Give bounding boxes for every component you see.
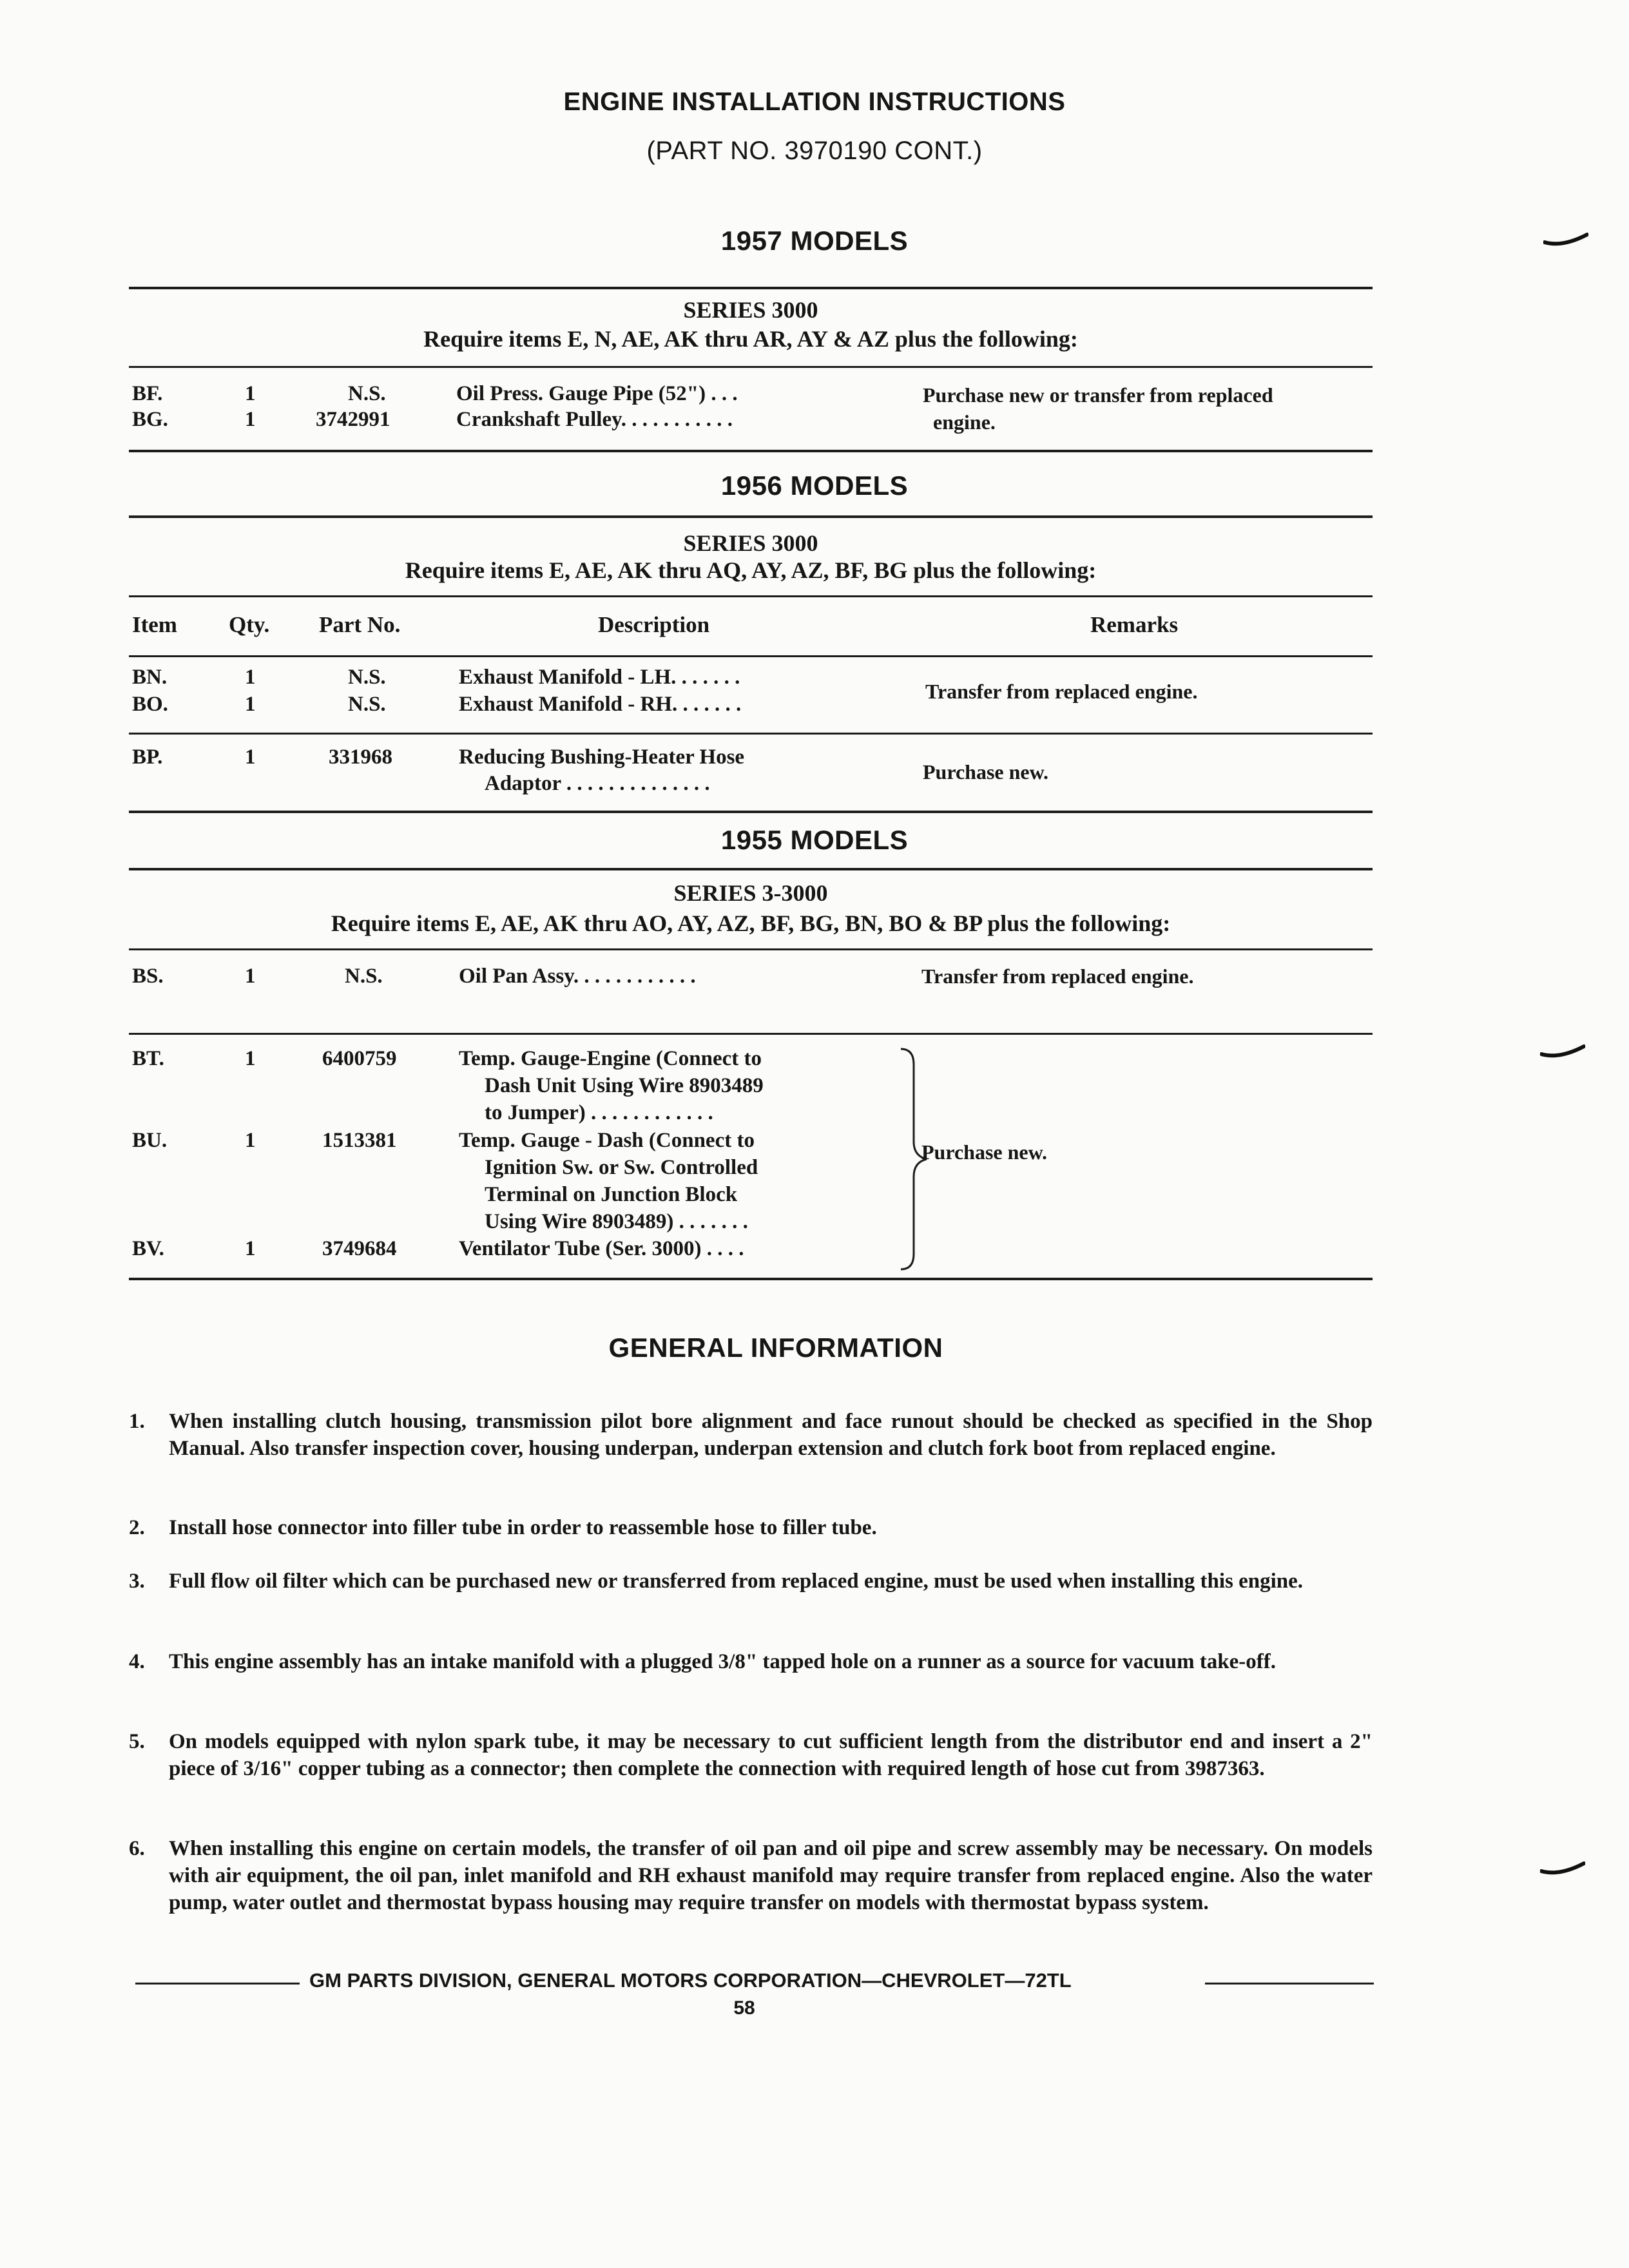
item-code: BS. [132, 965, 164, 988]
binding-mark-icon [1543, 232, 1588, 247]
list-item-number: 6. [129, 1837, 145, 1860]
require-text-1957: Require items E, N, AE, AK thru AR, AY & AZ plus the following: [423, 326, 1078, 352]
description: Ventilator Tube (Ser. 3000) . . . . [459, 1237, 744, 1260]
description: Ignition Sw. or Sw. Controlled [485, 1156, 758, 1179]
footer-text: GM PARTS DIVISION, GENERAL MOTORS CORPORATION—CHEVROLET—72TL [309, 1969, 1072, 1992]
divider [129, 811, 1373, 813]
series-label-1956: SERIES 3000 [683, 530, 818, 556]
list-item [129, 1514, 1373, 1543]
description: Temp. Gauge - Dash (Connect to [459, 1129, 755, 1152]
column-header-item: Item [132, 612, 177, 637]
divider [129, 868, 1373, 870]
part-number: 331968 [329, 745, 392, 769]
series-label-1957: SERIES 3000 [683, 297, 818, 323]
part-number: N.S. [348, 382, 386, 405]
part-number: 1513381 [322, 1129, 397, 1152]
divider [129, 1278, 1373, 1280]
list-item-number: 2. [129, 1516, 145, 1539]
list-item-text: On models equipped with nylon spark tube, it may be necessary to cut sufficient length from the distributor end and insert a 2" piece of 3/16" copper tubing as a connector; then complete the connection with required length of hose cut from 3987363. [169, 1730, 1373, 1780]
section-heading-1955: 1955 MODELS [720, 825, 909, 855]
divider [129, 515, 1373, 518]
part-number: N.S. [348, 666, 386, 689]
list-item-number: 4. [129, 1650, 145, 1673]
divider [129, 366, 1373, 368]
quantity: 1 [245, 382, 256, 405]
page-title: ENGINE INSTALLATION INSTRUCTIONS [563, 88, 1066, 116]
list-item-text: This engine assembly has an intake manifold with a plugged 3/8" tapped hole on a runner as a source for vacuum take-off. [169, 1650, 1277, 1673]
description: Using Wire 8903489) . . . . . . . [485, 1210, 748, 1233]
list-item [129, 1568, 1373, 1626]
quantity: 1 [245, 1129, 256, 1152]
column-header-part: Part No. [319, 612, 401, 637]
divider [129, 948, 1373, 950]
quantity: 1 [245, 666, 256, 689]
part-number: 3749684 [322, 1237, 397, 1260]
quantity: 1 [245, 1237, 256, 1260]
series-label-1955: SERIES 3-3000 [673, 880, 828, 906]
description: Exhaust Manifold - LH. . . . . . . [459, 666, 740, 689]
page-number: 58 [733, 1997, 755, 2019]
remarks: Transfer from replaced engine. [925, 680, 1198, 703]
part-number: N.S. [345, 965, 383, 988]
require-text-1956: Require items E, AE, AK thru AQ, AY, AZ, BF, BG plus the following: [405, 557, 1097, 583]
item-code: BT. [132, 1047, 164, 1070]
footer-rule-right [1205, 1983, 1374, 1984]
section-heading-1957: 1957 MODELS [720, 226, 909, 256]
description: Temp. Gauge-Engine (Connect to [459, 1047, 762, 1070]
section-heading-1956: 1956 MODELS [720, 470, 909, 501]
part-number: 3742991 [316, 408, 390, 431]
divider [129, 287, 1373, 289]
item-code: BN. [132, 666, 168, 689]
binding-mark-icon [1540, 1861, 1585, 1876]
page-subtitle: (PART NO. 3970190 CONT.) [646, 137, 983, 165]
list-item-number: 5. [129, 1730, 145, 1753]
description: Oil Press. Gauge Pipe (52") . . . [456, 382, 738, 405]
item-code: BU. [132, 1129, 168, 1152]
list-item [129, 1835, 1373, 1945]
item-code: BO. [132, 693, 168, 716]
divider [129, 595, 1373, 597]
list-item-text: When installing clutch housing, transmission pilot bore alignment and face runout should be checked as specified in the Shop Manual. Also transfer inspection cover, housing underpan, underpan extension and clutch fork boot from replaced engine. [169, 1410, 1373, 1460]
list-item-text: When installing this engine on certain models, the transfer of oil pan and oil pipe and screw assembly may be necessary. On models with air equipment, the oil pan, inlet manifold and RH exhaust manifold may require transfer from replaced engine. Also the water pump, water outlet and thermostat bypass housing may require transfer on models with thermostat bypass system. [169, 1837, 1373, 1914]
remarks: engine. [933, 410, 996, 434]
column-header-description: Description [598, 612, 710, 637]
footer-rule-left [135, 1983, 300, 1984]
quantity: 1 [245, 408, 256, 431]
divider [129, 655, 1373, 657]
description: Dash Unit Using Wire 8903489 [485, 1074, 764, 1097]
quantity: 1 [245, 693, 256, 716]
list-item-text: Full flow oil filter which can be purchased new or transferred from replaced engine, must be used when installing this engine. [169, 1570, 1304, 1593]
require-text-1955: Require items E, AE, AK thru AO, AY, AZ, BF, BG, BN, BO & BP plus the following: [331, 910, 1171, 936]
column-header-remarks: Remarks [1090, 612, 1179, 637]
description: Terminal on Junction Block [485, 1183, 738, 1206]
remarks: Purchase new or transfer from replaced [923, 383, 1273, 407]
description: Oil Pan Assy. . . . . . . . . . . . [459, 965, 696, 988]
description: Crankshaft Pulley. . . . . . . . . . . [456, 408, 733, 431]
item-code: BP. [132, 745, 163, 769]
quantity: 1 [245, 965, 256, 988]
divider [129, 733, 1373, 735]
remarks: Purchase new. [923, 760, 1048, 783]
item-code: BF. [132, 382, 163, 405]
quantity: 1 [245, 1047, 256, 1070]
divider [129, 1033, 1373, 1035]
column-header-qty: Qty. [229, 612, 270, 637]
divider [129, 450, 1373, 452]
general-info-heading: GENERAL INFORMATION [608, 1332, 943, 1363]
list-item-text: Install hose connector into filler tube in order to reassemble hose to filler tube. [169, 1516, 877, 1539]
remarks: Transfer from replaced engine. [921, 965, 1194, 988]
description: to Jumper) . . . . . . . . . . . . [485, 1101, 713, 1124]
remarks: Purchase new. [921, 1140, 1047, 1164]
description: Reducing Bushing-Heater Hose [459, 745, 745, 769]
binding-mark-icon [1540, 1044, 1585, 1059]
description: Exhaust Manifold - RH. . . . . . . [459, 693, 742, 716]
item-code: BG. [132, 408, 168, 431]
part-number: N.S. [348, 693, 386, 716]
list-item-number: 1. [129, 1410, 145, 1433]
list-item [129, 1728, 1373, 1812]
list-item-number: 3. [129, 1570, 145, 1593]
quantity: 1 [245, 745, 256, 769]
description: Adaptor . . . . . . . . . . . . . . [485, 772, 710, 795]
item-code: BV. [132, 1237, 164, 1260]
part-number: 6400759 [322, 1047, 397, 1070]
list-item [129, 1648, 1373, 1706]
list-item [129, 1408, 1373, 1492]
